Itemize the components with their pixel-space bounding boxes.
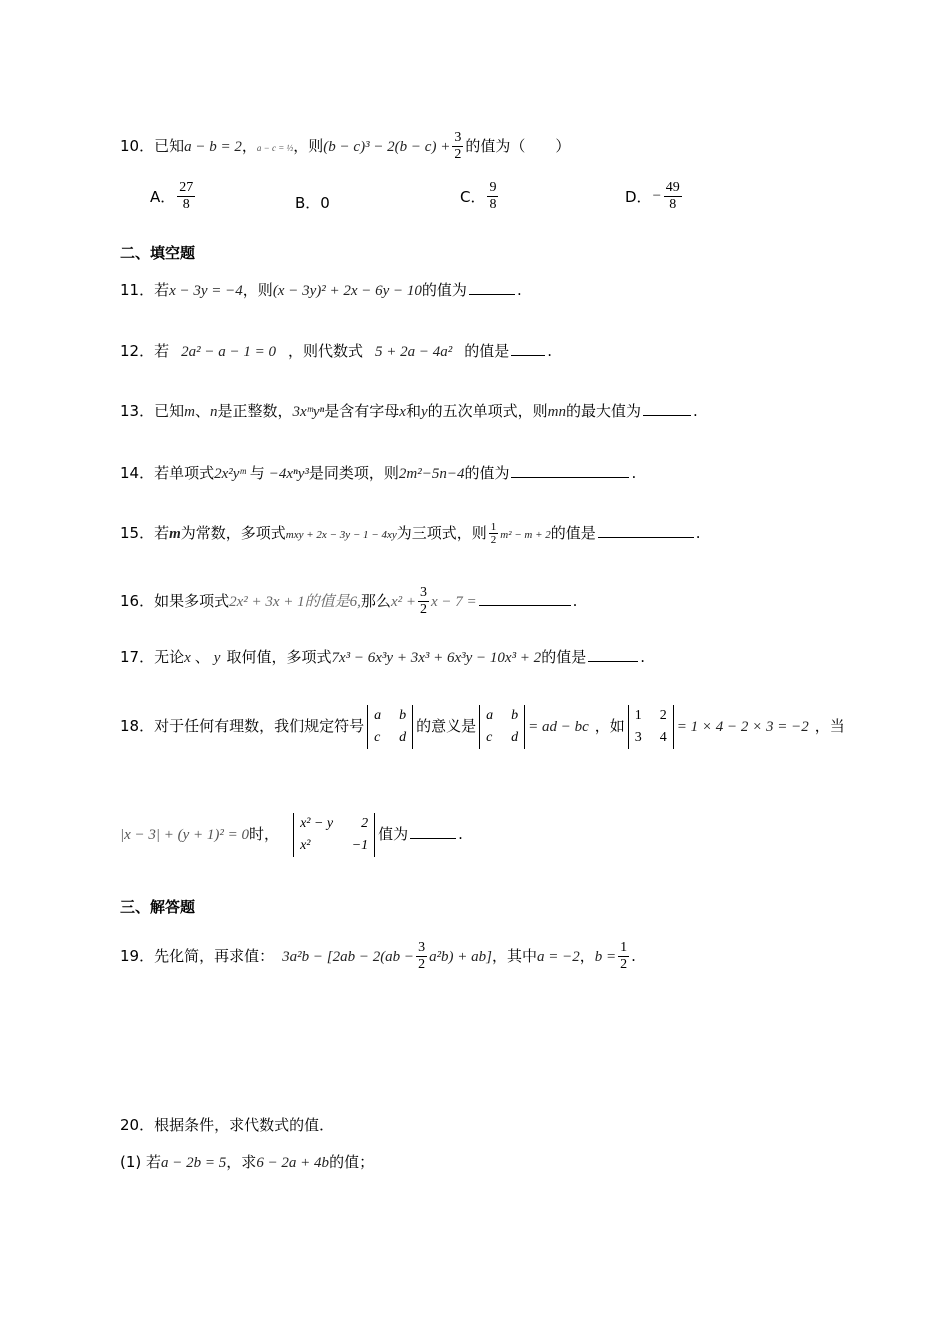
fraction [452,130,463,163]
math-expression: = 1 × 4 − 2 × 3 = −2 [676,719,809,735]
math-expression: |x − 3| + (y + 1)² = 0 [120,827,250,843]
math-expression: b = [594,949,617,965]
math-expression: x − 3y = −4 [169,283,243,299]
question-text: . [547,342,553,360]
fraction-denominator: 2 [454,147,462,162]
question-text: 如果多项式 [154,592,230,610]
option-c[interactable] [460,180,500,213]
question-number: 12． [120,342,155,360]
question-text: 和 [405,402,421,420]
question-text: 是含有字母 [324,402,400,420]
fraction-numerator: 1 [490,521,497,533]
math-expression: 2a² − a − 1 = 0 [181,344,276,360]
question-text: 为常数，多项式 [180,524,286,542]
answer-blank[interactable] [511,341,545,356]
determinant-question [293,813,375,857]
question-text: 是正整数， [217,402,293,420]
math-expression: −4xⁿy³ [268,466,309,482]
fraction-numerator: 3 [454,130,462,145]
math-expression: x − 7 = [430,594,477,610]
question-text: 、 [194,402,210,420]
question-text: 的值是 [541,648,587,666]
question-number: 10． [120,137,155,155]
determinant-example [628,705,674,749]
option-label: C． [460,188,486,206]
question-text: 的五次单项式，则 [427,402,548,420]
question-number: 16． [120,592,155,610]
question-text: . [516,281,522,299]
option-a[interactable] [150,180,197,213]
question-18 [120,698,860,758]
question-text: 先化简，再求值： [154,947,275,965]
fraction [177,180,195,213]
option-d[interactable] [625,180,684,213]
math-expression: 3a²b − [2ab − 2(ab − [282,949,415,965]
question-text: ，则 [293,137,324,155]
question-text: 根据条件，求代数式的值． [154,1116,335,1134]
question-text: . [631,464,637,482]
math-expression: a = −2 [537,949,580,965]
question-text: 对于任何有理数，我们规定符号 [154,717,365,735]
matrix-cell: a [486,707,494,723]
question-text: ，则代数式 [287,342,363,360]
question-text: 是同类项，则 [308,464,399,482]
question-text: 若 [154,342,170,360]
sub-question-number: (1) [120,1153,142,1171]
fraction [418,585,429,618]
question-text: 的值是 [550,524,596,542]
question-text: 的值是 [464,342,510,360]
question-text: . [695,524,701,542]
answer-blank[interactable] [643,401,691,416]
fraction-denominator: 2 [620,957,628,972]
fraction [618,940,629,973]
question-number: 14． [120,464,155,482]
math-expression: = ad − bc [528,719,589,735]
question-text: . [458,825,463,843]
math-expression: m [184,404,195,420]
option-prefix: − [651,188,662,204]
math-expression: a − 2b = 5 [161,1155,227,1171]
question-number: 18． [120,717,155,735]
answer-blank[interactable] [588,647,638,662]
question-18-continued [120,806,860,866]
math-expression: n [209,404,218,420]
matrix-cell: c [486,729,493,745]
matrix-cell: a [374,707,382,723]
question-text: . [631,947,636,965]
question-text: 若 [154,524,170,542]
question-text: ，如 [594,717,625,735]
math-expression: 2x²yᵐ [214,466,246,482]
question-text: ，其中 [492,947,538,965]
question-17 [120,646,860,669]
question-text: 已知 [154,402,185,420]
math-expression: 5 + 2a − 4a² [375,344,453,360]
question-text: ，求 [226,1153,257,1171]
math-expression: y [213,650,221,666]
matrix-cell: x² − y [300,815,334,831]
matrix-cell: 2 [361,815,369,831]
question-text: 值为 [378,825,409,843]
math-expression: m² − m + 2 [500,529,551,541]
fraction-numerator: 1 [620,940,628,955]
fraction-denominator: 8 [489,197,497,212]
fraction-numerator: 3 [419,585,427,600]
question-text: 取何值，多项式 [226,648,332,666]
answer-blank[interactable] [511,463,629,478]
matrix-cell: 2 [659,707,667,723]
question-text: 若单项式 [154,464,215,482]
question-text: ，则 [242,281,273,299]
math-expression: a²b) + ab] [429,949,493,965]
question-20 [120,1114,860,1136]
math-expression: mxy + 2x − 3y − 1 − 4xy [285,529,397,541]
question-text: ，当 [814,717,845,735]
fraction-numerator: 27 [179,180,194,195]
matrix-cell: c [374,729,381,745]
fraction-denominator: 8 [182,197,190,212]
question-text: 的值为 [421,281,467,299]
question-text: 那么 [360,592,391,610]
question-15 [120,521,860,546]
question-20-part-1 [120,1151,860,1174]
matrix-cell: d [511,729,519,745]
question-text: 若 [146,1153,162,1171]
fraction [664,180,682,213]
question-text: 为三项式，则 [396,524,487,542]
question-13 [120,400,860,423]
question-11 [120,279,860,302]
question-text: 时， [249,825,280,843]
question-text: 、 [194,648,210,666]
answer-blank[interactable] [469,280,515,295]
question-text: 的值为 [464,464,510,482]
math-expression: a − b = 2 [184,139,242,155]
question-12 [120,340,860,363]
question-text: . [693,402,698,420]
math-expression: 7x³ − 6x³y + 3x³ + 6x³y − 10x³ + 2 [331,650,542,666]
matrix-cell: 4 [659,729,667,745]
option-label: B．0 [295,194,330,212]
math-expression: 3xᵐyⁿ [292,404,325,420]
fraction-denominator: 2 [419,602,427,617]
option-label: D． [625,188,652,206]
answer-blank[interactable] [410,824,456,839]
question-text: 与 [249,464,265,482]
fraction [487,180,498,213]
section-heading: 二、填空题 [120,244,196,262]
math-expression: x² + [390,594,416,610]
determinant-definition [479,705,525,749]
matrix-cell: −1 [351,837,369,853]
question-text: 的意义是 [416,717,477,735]
question-text: . [572,592,578,610]
question-number: 15． [120,524,155,542]
question-text: 的值； [329,1153,375,1171]
option-label: A． [150,188,176,206]
math-expression: (b − c)³ − 2(b − c) + [323,139,451,155]
question-19 [120,932,860,982]
matrix-cell: d [399,729,407,745]
question-text: 无论 [154,648,185,666]
matrix-cell: b [511,707,519,723]
question-text: . [640,648,645,666]
question-14 [120,462,860,485]
math-expression: a − c = ½ [256,143,294,153]
math-expression: 6 − 2a + 4b [256,1155,330,1171]
fraction [416,940,427,973]
section-heading: 三、解答题 [120,898,196,916]
question-number: 13． [120,402,155,420]
matrix-cell: b [399,707,407,723]
math-expression: x [399,404,406,420]
math-expression: x [184,650,191,666]
question-number: 11． [120,281,155,299]
determinant-symbol [367,705,413,749]
question-text: ， [579,947,595,965]
fraction-numerator: 3 [418,940,426,955]
math-expression: mn [547,404,567,420]
matrix-cell: 3 [634,729,642,745]
fraction-numerator: 9 [489,180,497,195]
fraction-denominator: 2 [490,534,497,546]
option-b[interactable] [295,192,330,213]
math-expression: (x − 3y)² + 2x − 6y − 10 [272,283,422,299]
fraction-denominator: 2 [418,957,426,972]
math-variable: m [169,526,181,542]
fraction [489,521,499,546]
math-expression: y [420,404,428,420]
math-expression: 2m²−5n−4 [398,466,465,482]
question-16 [120,585,860,618]
question-number: 17． [120,648,155,666]
question-text: ， [241,137,257,155]
question-10-options [150,180,850,224]
fraction-numerator: 49 [665,180,680,195]
matrix-cell: x² [300,837,311,853]
matrix-cell: 1 [634,707,642,723]
question-text: 的最大值为 [566,402,642,420]
answer-blank[interactable] [598,523,694,538]
question-text: 的值为（ ） [465,137,571,155]
question-number: 20． [120,1116,155,1134]
fraction-denominator: 8 [669,197,677,212]
math-expression: 2x² + 3x + 1的值是6, [229,594,361,610]
question-text: 已知 [154,137,185,155]
question-10 [120,130,860,163]
answer-blank[interactable] [479,591,571,606]
question-number: 19． [120,947,155,965]
question-text: 若 [154,281,170,299]
